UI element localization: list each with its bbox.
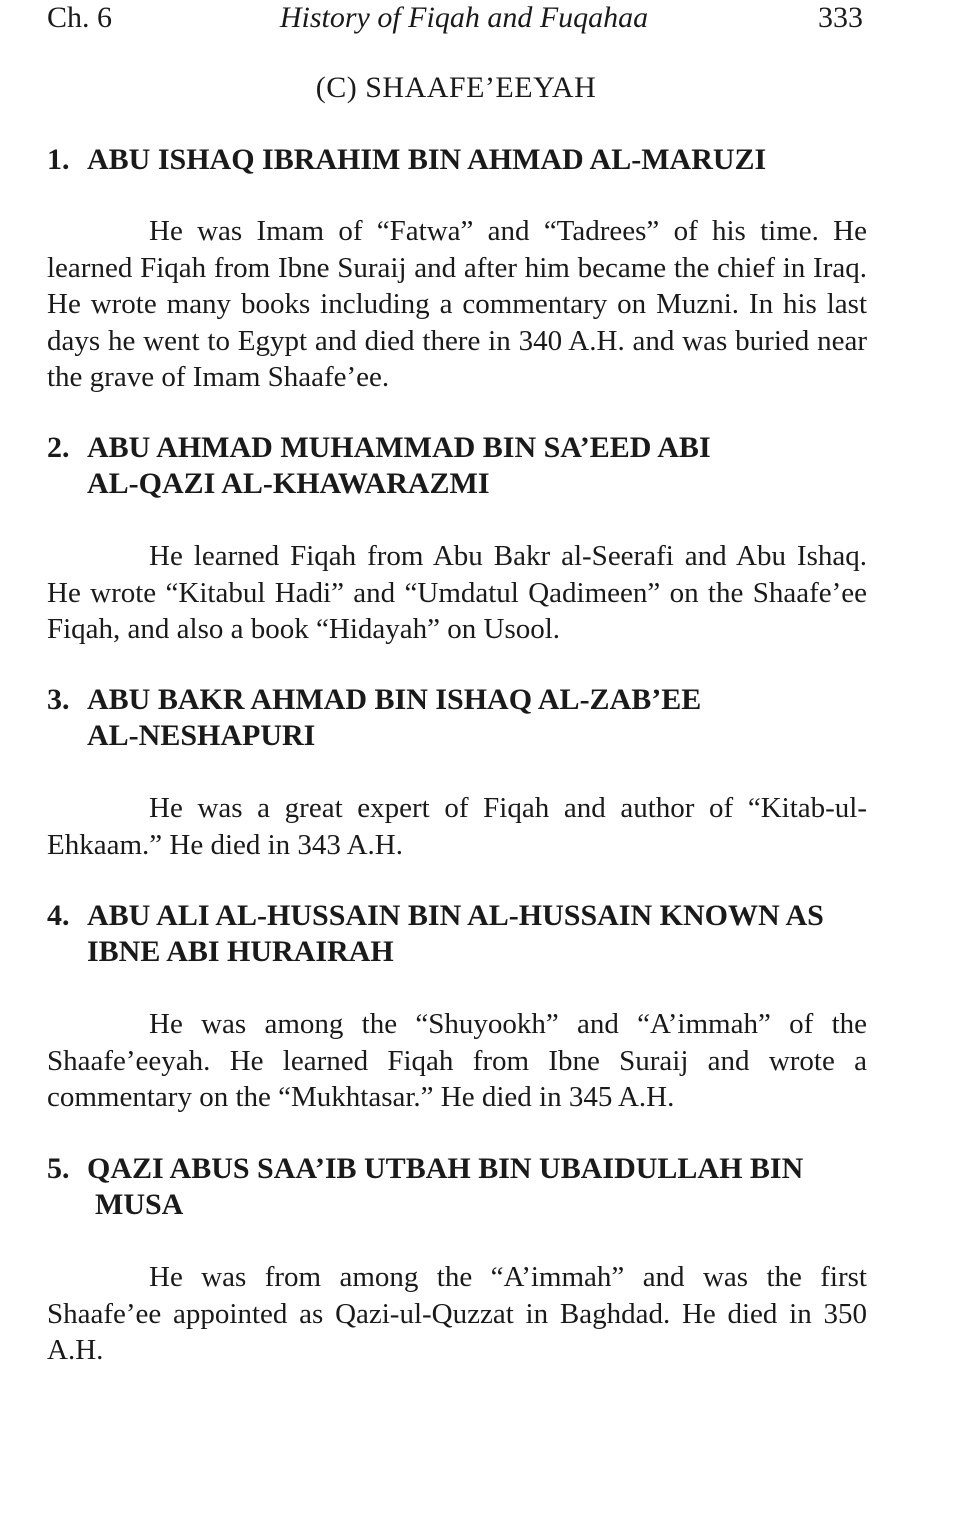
entry-number: 1. bbox=[47, 143, 70, 176]
entry-heading-text: ABU BAKR AHMAD BIN ISHAQ AL-ZAB’EE bbox=[87, 683, 702, 716]
running-header bbox=[47, 0, 863, 36]
entry-heading-continuation: AL-QAZI AL-KHAWARAZMI bbox=[87, 467, 490, 500]
section-title: (C) SHAAFE’EEYAH bbox=[315, 71, 597, 104]
entry-number: 5. bbox=[47, 1152, 70, 1185]
page-number: 333 bbox=[818, 1, 863, 34]
entry-heading-continuation: MUSA bbox=[95, 1188, 184, 1221]
entry-heading bbox=[47, 142, 877, 178]
entry-body: He learned Fiqah from Abu Bakr al-Seerafi and Abu Ishaq. He wrote “Kitabul Hadi” and “Umdatul Qadimeen” on the Shaafe’ee Fiqah, and also a book “Hidayah” on Usool. bbox=[47, 540, 867, 645]
entry-heading bbox=[47, 682, 877, 754]
entry-heading-text: ABU ISHAQ IBRAHIM BIN AHMAD AL-MARUZI bbox=[87, 143, 767, 176]
entry-heading bbox=[47, 1151, 877, 1223]
entry-heading-text: ABU ALI AL-HUSSAIN BIN AL-HUSSAIN KNOWN AS bbox=[87, 899, 824, 932]
entry-number: 2. bbox=[47, 431, 70, 464]
entry-body: He was among the “Shuyookh” and “A’immah” of the Shaafe’eeyah. He learned Fiqah from Ibne Suraij and wrote a commentary on the “Mukhtasar.” He died in 345 A.H. bbox=[47, 1008, 867, 1113]
entry-body: He was Imam of “Fatwa” and “Tadrees” of his time. He learned Fiqah from Ibne Suraij and after him became the chief in Iraq. He wrote many books including a commentary on Muzni. In his last days he went to Egypt and died there in 340 A.H. and was buried near the grave of Imam Shaafe’ee. bbox=[47, 215, 867, 393]
entry-heading-text: QAZI ABUS SAA’IB UTBAH BIN UBAIDULLAH BIN bbox=[87, 1152, 804, 1185]
entry-number: 3. bbox=[47, 683, 70, 716]
entry-heading-text: ABU AHMAD MUHAMMAD BIN SA’EED ABI bbox=[87, 431, 711, 464]
entry-heading bbox=[47, 898, 877, 970]
book-title: History of Fiqah and Fuqahaa bbox=[279, 1, 649, 34]
chapter-label: Ch. 6 bbox=[47, 1, 113, 34]
entry-body: He was from among the “A’immah” and was the first Shaafe’ee appointed as Qazi-ul-Quzzat in Baghdad. He died in 350 A.H. bbox=[47, 1261, 867, 1366]
entry-body: He was a great expert of Fiqah and author of “Kitab-ul-Ehkaam.” He died in 343 A.H. bbox=[47, 792, 867, 861]
entry-number: 4. bbox=[47, 899, 70, 932]
entry-heading bbox=[47, 430, 877, 502]
entry-heading-continuation: AL-NESHAPURI bbox=[87, 719, 316, 752]
entry-heading-continuation: IBNE ABI HURAIRAH bbox=[87, 935, 394, 968]
